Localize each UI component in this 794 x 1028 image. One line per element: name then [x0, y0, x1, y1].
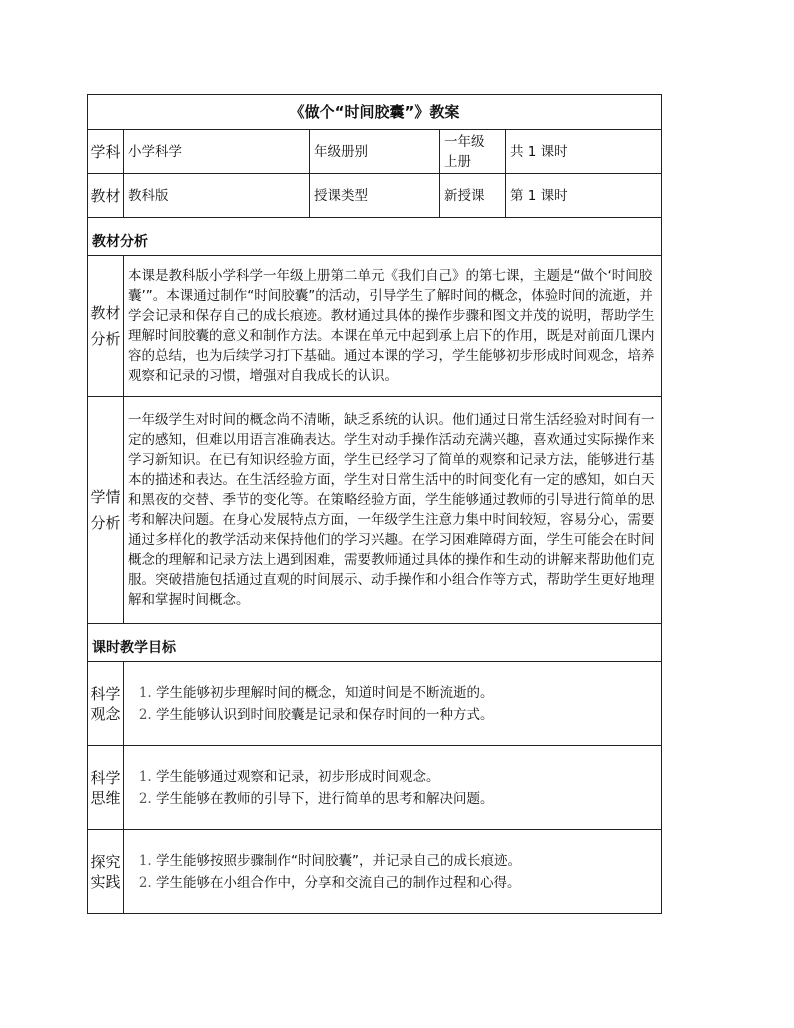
student-analysis-text: 一年级学生对时间的概念尚不清晰，缺乏系统的认识。他们通过日常生活经验对时间有一定的感知，但难以用语言准确表达。学生对动手操作活动充满兴趣，喜欢通过实际操作来学习新知识。在已有知识经验方面，学生已经学习了简单的观察和记录方法，能够进行基本的描述和表达。在生活经验方面，学生对日常生活中的时间变化有一定的感知，如白天和黑夜的交替、季节的变化等。在策略经验方面，学生能够通过教师的引导进行简单的思考和解决问题。在身心发展特点方面，一年级学生注意力集中时间较短，容易分心，需要通过多样化的教学活动来保持他们的学习兴趣。在学习困难障碍方面，学生可能会在时间概念的理解和记录方法上遇到困难，需要教师通过具体的操作和生动的讲解来帮助他们克服。突破措施包括通过直观的时间展示、动手操作和小组合作等方式，帮助学生更好地理解和掌握时间概念。	[124, 397, 662, 624]
label-goal-practice: 探究实践	[88, 830, 124, 914]
info-row-textbook	[88, 174, 662, 218]
value-current-period: 第 1 课时	[506, 174, 662, 218]
goal-thinking-list	[128, 766, 657, 810]
label-goal-thinking: 科学思维	[88, 746, 124, 830]
list-item: 1. 学生能够通过观察和记录，初步形成时间观念。	[156, 766, 657, 788]
value-grade-line2: 上册	[444, 153, 471, 170]
document-title: 《做个“时间胶囊”》教案	[88, 95, 662, 130]
label-grade-volume: 年级册别	[310, 130, 440, 174]
value-textbook: 教科版	[124, 174, 310, 218]
goal-row-concept	[88, 662, 662, 746]
list-item: 2. 学生能够在教师的引导下，进行简单的思考和解决问题。	[156, 788, 657, 810]
list-item: 2. 学生能够认识到时间胶囊是记录和保存时间的一种方式。	[156, 704, 657, 726]
material-analysis-row	[88, 256, 662, 397]
material-analysis-text: 本课是教科版小学科学一年级上册第二单元《我们自己》的第七课，主题是“做个‘时间胶囊’”。本课通过制作“时间胶囊”的活动，引导学生了解时间的概念，体验时间的流逝，并学会记录和保存自己的成长痕迹。教材通过具体的操作步骤和图文并茂的说明，帮助学生理解时间胶囊的意义和制作方法。本课在单元中起到承上启下的作用，既是对前面几课内容的总结，也为后续学习打下基础。通过本课的学习，学生能够初步形成时间观念，培养观察和记录的习惯，增强对自我成长的认识。	[124, 256, 662, 397]
label-goal-concept: 科学观念	[88, 662, 124, 746]
goal-row-thinking	[88, 746, 662, 830]
goal-practice-cell	[124, 830, 662, 914]
goal-practice-list	[128, 850, 657, 894]
goal-concept-cell	[124, 662, 662, 746]
value-grade-line1: 一年级	[444, 133, 485, 150]
label-lesson-type: 授课类型	[310, 174, 440, 218]
value-total-periods: 共 1 课时	[506, 130, 662, 174]
value-grade	[440, 130, 506, 174]
goal-concept-list	[128, 682, 657, 726]
value-lesson-type: 新授课	[440, 174, 506, 218]
goal-row-practice	[88, 830, 662, 914]
label-material-analysis: 教材分析	[88, 256, 124, 397]
section-goals-heading: 课时教学目标	[88, 624, 662, 662]
section-material-heading: 教材分析	[88, 218, 662, 256]
label-subject	[88, 130, 124, 174]
info-row-subject	[88, 130, 662, 174]
goal-thinking-cell	[124, 746, 662, 830]
lesson-plan-page	[87, 94, 661, 914]
student-analysis-row	[88, 397, 662, 624]
list-item: 1. 学生能够按照步骤制作“时间胶囊”，并记录自己的成长痕迹。	[156, 850, 657, 872]
list-item: 2. 学生能够在小组合作中，分享和交流自己的制作过程和心得。	[156, 872, 657, 894]
lesson-plan-table	[87, 94, 662, 914]
label-student-analysis: 学情分析	[88, 397, 124, 624]
value-subject: 小学科学	[124, 130, 310, 174]
label-textbook: 教材	[88, 174, 124, 218]
label-subject-text: 学科	[90, 142, 121, 161]
list-item: 1. 学生能够初步理解时间的概念，知道时间是不断流逝的。	[156, 682, 657, 704]
